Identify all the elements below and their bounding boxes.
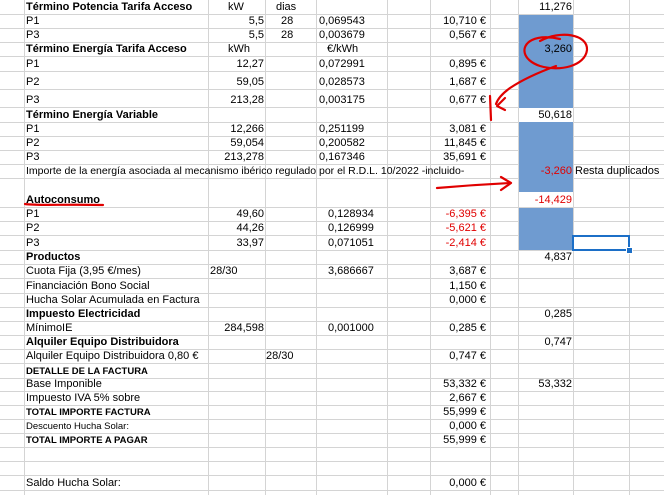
cell-f-row-22[interactable]: 0,285 € bbox=[449, 322, 486, 334]
cell-f-row-27[interactable]: 2,667 € bbox=[449, 392, 486, 404]
cell-a-row-30[interactable]: TOTAL IMPORTE A PAGAR bbox=[26, 435, 148, 446]
cell-a-row-2[interactable]: P1 bbox=[26, 15, 40, 27]
cell-b-row-2[interactable]: 5,5 bbox=[248, 15, 264, 27]
cell-g-row-13[interactable]: -14,429 bbox=[534, 194, 572, 206]
cell-b-row-22[interactable]: 284,598 bbox=[224, 322, 264, 334]
cell-a-row-19[interactable]: Financiación Bono Social bbox=[26, 280, 150, 292]
cell-g-row-4[interactable]: 3,260 bbox=[544, 43, 572, 55]
cell-d-row-5[interactable]: 0,072991 bbox=[319, 58, 365, 70]
cell-d-row-3[interactable]: 0,003679 bbox=[319, 29, 365, 41]
cell-f-row-26[interactable]: 53,332 € bbox=[443, 378, 486, 390]
cell-a-row-29[interactable]: Descuento Hucha Solar: bbox=[26, 421, 129, 432]
cell-a-row-5[interactable]: P1 bbox=[26, 58, 40, 70]
cell-e-row-15[interactable]: 0,126999 bbox=[328, 222, 374, 234]
cell-a-row-11[interactable]: P3 bbox=[26, 151, 40, 163]
cell-f-row-18[interactable]: 3,687 € bbox=[449, 265, 486, 277]
cell-f-row-24[interactable]: 0,747 € bbox=[449, 350, 486, 362]
cell-g-row-21[interactable]: 0,285 bbox=[544, 308, 572, 320]
cell-a-row-23[interactable]: Alquiler Equipo Distribuidora bbox=[26, 336, 179, 348]
cell-d-row-10[interactable]: 0,200582 bbox=[319, 137, 365, 149]
cell-f-row-19[interactable]: 1,150 € bbox=[449, 280, 486, 292]
cell-c-row-3[interactable]: 28 bbox=[281, 29, 294, 41]
cell-d-row-7[interactable]: 0,003175 bbox=[319, 94, 365, 106]
underline-arrow-annotation bbox=[437, 183, 510, 188]
cell-f-row-15[interactable]: -5,621 € bbox=[445, 222, 486, 234]
cell-f-row-6[interactable]: 1,687 € bbox=[449, 76, 486, 88]
cell-d-row-9[interactable]: 0,251199 bbox=[319, 123, 365, 135]
tick-annotation bbox=[490, 96, 491, 120]
cell-b-row-1[interactable]: kW bbox=[228, 1, 244, 13]
cell-b-row-15[interactable]: 44,26 bbox=[236, 222, 264, 234]
cell-g-row-23[interactable]: 0,747 bbox=[544, 336, 572, 348]
cell-g-row-1[interactable]: 11,276 bbox=[539, 1, 572, 13]
cell-a-row-15[interactable]: P2 bbox=[26, 222, 40, 234]
cell-b-row-18[interactable]: 28/30 bbox=[210, 265, 238, 277]
cell-a-row-33[interactable]: Saldo Hucha Solar: bbox=[26, 477, 121, 489]
cell-g-row-12[interactable]: -3,260 bbox=[540, 165, 572, 177]
cell-b-row-16[interactable]: 33,97 bbox=[236, 237, 264, 249]
cell-a-row-24[interactable]: Alquiler Equipo Distribuidora 0,80 € bbox=[26, 350, 199, 362]
cell-f-row-28[interactable]: 55,999 € bbox=[443, 406, 486, 418]
cell-f-row-10[interactable]: 11,845 € bbox=[443, 137, 486, 149]
cell-a-row-20[interactable]: Hucha Solar Acumulada en Factura bbox=[26, 294, 200, 306]
cell-b-row-7[interactable]: 213,28 bbox=[230, 94, 264, 106]
cell-e-row-18[interactable]: 3,686667 bbox=[328, 265, 374, 277]
cell-f-row-33[interactable]: 0,000 € bbox=[449, 477, 486, 489]
cell-a-row-4[interactable]: Término Energía Tarifa Acceso bbox=[26, 43, 187, 55]
cell-e-row-16[interactable]: 0,071051 bbox=[328, 237, 374, 249]
cell-a-row-17[interactable]: Productos bbox=[26, 251, 81, 263]
cell-a-row-27[interactable]: Impuesto IVA 5% sobre bbox=[26, 392, 141, 404]
cell-e-row-22[interactable]: 0,001000 bbox=[328, 322, 374, 334]
cell-b-row-14[interactable]: 49,60 bbox=[236, 208, 264, 220]
squiggle-underline-annotation bbox=[25, 204, 103, 205]
cell-b-row-10[interactable]: 59,054 bbox=[230, 137, 264, 149]
cell-a-row-7[interactable]: P3 bbox=[26, 94, 40, 106]
cell-a-row-8[interactable]: Término Energía Variable bbox=[26, 109, 159, 121]
cell-f-row-30[interactable]: 55,999 € bbox=[443, 434, 486, 446]
circle-annotation bbox=[524, 35, 587, 68]
cell-a-row-3[interactable]: P3 bbox=[26, 29, 40, 41]
cell-f-row-7[interactable]: 0,677 € bbox=[449, 94, 486, 106]
cell-a-row-10[interactable]: P2 bbox=[26, 137, 40, 149]
cell-a-row-16[interactable]: P3 bbox=[26, 237, 40, 249]
cell-f-row-16[interactable]: -2,414 € bbox=[445, 237, 486, 249]
cell-f-row-2[interactable]: 10,710 € bbox=[443, 15, 486, 27]
cell-a-row-26[interactable]: Base Imponible bbox=[26, 378, 102, 390]
cell-h-row-12[interactable]: Resta duplicados bbox=[575, 165, 660, 177]
cell-f-row-9[interactable]: 3,081 € bbox=[449, 123, 486, 135]
cell-a-row-9[interactable]: P1 bbox=[26, 123, 40, 135]
cell-c-row-2[interactable]: 28 bbox=[281, 15, 294, 27]
cell-a-row-13[interactable]: Autoconsumo bbox=[26, 194, 100, 206]
cell-f-row-29[interactable]: 0,000 € bbox=[449, 420, 486, 432]
cell-b-row-9[interactable]: 12,266 bbox=[230, 123, 264, 135]
cell-f-row-20[interactable]: 0,000 € bbox=[449, 294, 486, 306]
cell-b-row-3[interactable]: 5,5 bbox=[248, 29, 264, 41]
cell-f-row-3[interactable]: 0,567 € bbox=[449, 29, 486, 41]
cell-b-row-4[interactable]: kWh bbox=[228, 43, 250, 55]
cell-d-row-2[interactable]: 0,069543 bbox=[319, 15, 365, 27]
cell-e-row-14[interactable]: 0,128934 bbox=[328, 208, 374, 220]
cell-a-row-1[interactable]: Término Potencia Tarifa Acceso bbox=[26, 1, 193, 13]
cell-d-row-11[interactable]: 0,167346 bbox=[319, 151, 365, 163]
cell-d-row-6[interactable]: 0,028573 bbox=[319, 76, 365, 88]
cell-g-row-26[interactable]: 53,332 bbox=[538, 378, 572, 390]
cell-a-row-18[interactable]: Cuota Fija (3,95 €/mes) bbox=[26, 265, 141, 277]
cell-a-row-28[interactable]: TOTAL IMPORTE FACTURA bbox=[26, 407, 151, 418]
cell-a-row-6[interactable]: P2 bbox=[26, 76, 40, 88]
cell-d-row-4[interactable]: €/kWh bbox=[327, 43, 359, 55]
cell-g-row-8[interactable]: 50,618 bbox=[538, 109, 572, 121]
cell-a-row-21[interactable]: Impuesto Electricidad bbox=[26, 308, 141, 320]
cell-c-row-24[interactable]: 28/30 bbox=[266, 350, 294, 362]
cell-c-row-1[interactable]: dias bbox=[276, 1, 297, 13]
cell-g-row-17[interactable]: 4,837 bbox=[544, 251, 572, 263]
cell-a-row-25[interactable]: DETALLE DE LA FACTURA bbox=[26, 366, 148, 377]
cell-b-row-11[interactable]: 213,278 bbox=[224, 151, 264, 163]
cell-a-row-14[interactable]: P1 bbox=[26, 208, 40, 220]
cell-b-row-5[interactable]: 12,27 bbox=[236, 58, 264, 70]
cell-f-row-11[interactable]: 35,691 € bbox=[443, 151, 486, 163]
cell-f-row-14[interactable]: -6,395 € bbox=[445, 208, 486, 220]
cell-b-row-6[interactable]: 59,05 bbox=[236, 76, 264, 88]
cell-a-row-22[interactable]: MínimoIE bbox=[26, 322, 73, 334]
cell-f-row-5[interactable]: 0,895 € bbox=[449, 58, 486, 70]
cell-a-row-12[interactable]: Importe de la energía asociada al mecanismo ibérico regulado por el R.D.L. 10/2022 -incluido- bbox=[26, 165, 465, 177]
